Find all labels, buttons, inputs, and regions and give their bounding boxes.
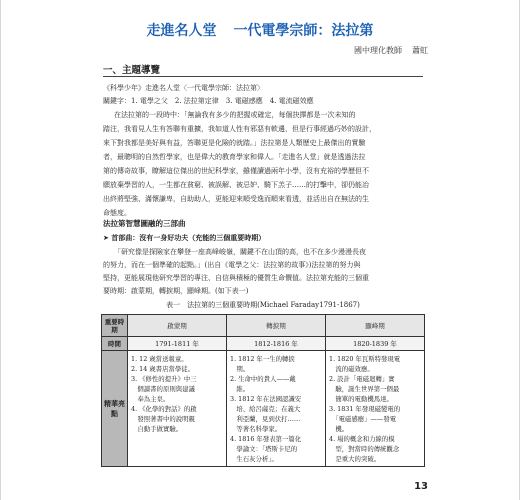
body-paragraph-line: 「研究像是探險家在攀登一座高峰峻嶺，關鍵不在山頂的高，也不在多少漫漫長夜 [114,248,366,256]
period-label-cell: 時間 [102,337,128,351]
keywords-line: 關鍵字：1. 電學之父 2. 法拉第定律 3. 電磁感應 4. 電流磁效應 [103,97,314,105]
article-headline: 一代電學宗師：法拉第 [233,23,374,39]
subsection-heading: 法拉第智慧圖融的三部曲 [103,219,186,228]
column-header: 轉捩期 [227,315,326,337]
period-cell: 1820-1839 年 [326,337,425,351]
period-cell: 1791-1811 年 [128,337,227,351]
table-header-row [102,315,425,337]
event-line: 1. 1820 年瓦斯特發現電 [329,355,401,363]
event-line: 個讀書的原則與建議 [131,385,195,393]
events-label-cell: 精華亮點 [102,351,128,467]
intro-paragraph-line: 在法拉第的一段時中：「無論我有多少的把握或確定，每個抉擇都是一次未知的 [114,111,356,119]
events-cell [227,351,326,467]
intro-paragraph-line: 第的傳奇故事，瞭解這位傑出的世紀科學家，雖僅讀過兩年小學，沒有充裕的學歷但不 [103,167,369,175]
event-line: 利亞蘭，見到伏打…… [230,415,301,423]
intro-paragraph-line: 命態度。 [103,209,131,217]
event-line: 自動手做實驗。 [131,425,183,433]
author-name: 蕭虹 [412,46,428,55]
page-number: 13 [414,481,428,492]
event-line: 型，對當時的傳統觀念 [329,445,400,453]
section-heading: 一、主題導覽 [103,65,161,76]
event-line: 「電磁感應」——發電 [329,415,397,423]
period-cell: 1812-1816 年 [227,337,326,351]
intro-paragraph-line: 踏注，我看見人生有答聯有重擴，我如道人性有邪惡有軟邊，但是行事經過巧妙的設計， [103,125,376,133]
intro-paragraph-line: 出終將堅強、滿懷謙卑，自助助人，更能迎來順受逸而順來看透，並活出自在無法的生 [103,195,369,203]
author-role: 國中理化教師 [354,46,402,55]
section-divider [103,76,423,77]
column-header: 啟蒙期 [128,315,227,337]
event-line: 3. 1831 年發現磁變電的 [329,405,401,413]
event-line: 2. 生命中的貴人——戴 [230,375,296,383]
body-paragraph-line: 要時期：啟蒙期，轉捩期，顯峰期。(如下表一) [103,287,249,295]
event-line: 生石灰分析」。 [230,455,278,463]
source-line: 《科學少年》走進名人堂〈一代電學宗師：法拉第〉 [103,84,264,92]
event-line: 等著名科學家。 [230,425,282,433]
event-line: 機。 [329,425,349,433]
subsubsection-heading: ➤ 首部曲：沒有一身好功夫（充能的三個重要時期） [103,234,266,242]
page-title [0,20,520,40]
event-line: 4. 場的概念和力線的模 [329,435,395,443]
event-line: 期。 [230,365,250,373]
event-line: 簡單的電動機馬達。 [329,395,393,403]
event-line: 2. 設計「電磁迴轉」實 [329,375,395,383]
header-label-cell: 重要時期 [102,315,128,337]
event-line: 發照著書中的說明親 [131,415,195,423]
event-line: 4. 1816 年發表第一篇化 [230,435,302,443]
events-row [102,351,425,467]
body-paragraph-line: 的努力，而在一個準確的起點。」(出自《電學之父：法拉第的故事》)法拉第的努力與 [103,261,361,269]
event-line: 4. 《化學的對話》的啟 [131,405,197,413]
body-paragraph-line: 堅持，更能展現他研究學習的專注、自信與積極的優質生命價值。法拉第充能的三個重 [103,274,369,282]
event-line: 奉為主臬。 [131,395,170,403]
events-cell [128,351,227,467]
author-byline [354,45,428,56]
column-header: 顯峰期 [326,315,425,337]
event-line: 流的磁效應。 [329,365,374,373]
event-line: 培、給呂薩克；在義大 [230,405,301,413]
period-row [102,337,425,351]
event-line: 2. 14 歲書店當學徒。 [131,365,195,373]
event-line: 學論文：「塔斯卡尼的 [230,445,298,453]
events-cell [326,351,425,467]
event-line: 是重大的突破。 [329,455,381,463]
intro-paragraph-line: 願放棄學習的人，一生都在貧窮、被誤解、被忌妒、騎下羔子……的打擊中，卻仍能冶 [103,181,369,189]
intro-paragraph-line: 者，最聰明的自然哲學家，也是偉大的教育學家和偉人。「走進名人堂」就是透過法拉 [103,153,366,161]
event-line: 3. 1812 年在法國認識安 [230,395,302,403]
event-line: 1. 12 歲當送報童。 [131,355,188,363]
event-line: 維。 [230,385,250,393]
event-line: 1. 1812 年一生的轉捩 [230,355,295,363]
column-name: 走進名人堂 [146,23,217,39]
event-line: 驗，誕生世界第一個最 [329,385,400,393]
periods-table [101,314,425,467]
event-line: 3. 《修性的提升》中三 [131,375,197,383]
table-caption: 表一 法拉第的三個重要時期(Michael Faraday1791-1867) [166,301,360,309]
intro-paragraph-line: 來下對我都是美好與有益，答聯更是化險的就踏。」法拉第是人類歷史上最傑出的實驗 [103,139,366,147]
